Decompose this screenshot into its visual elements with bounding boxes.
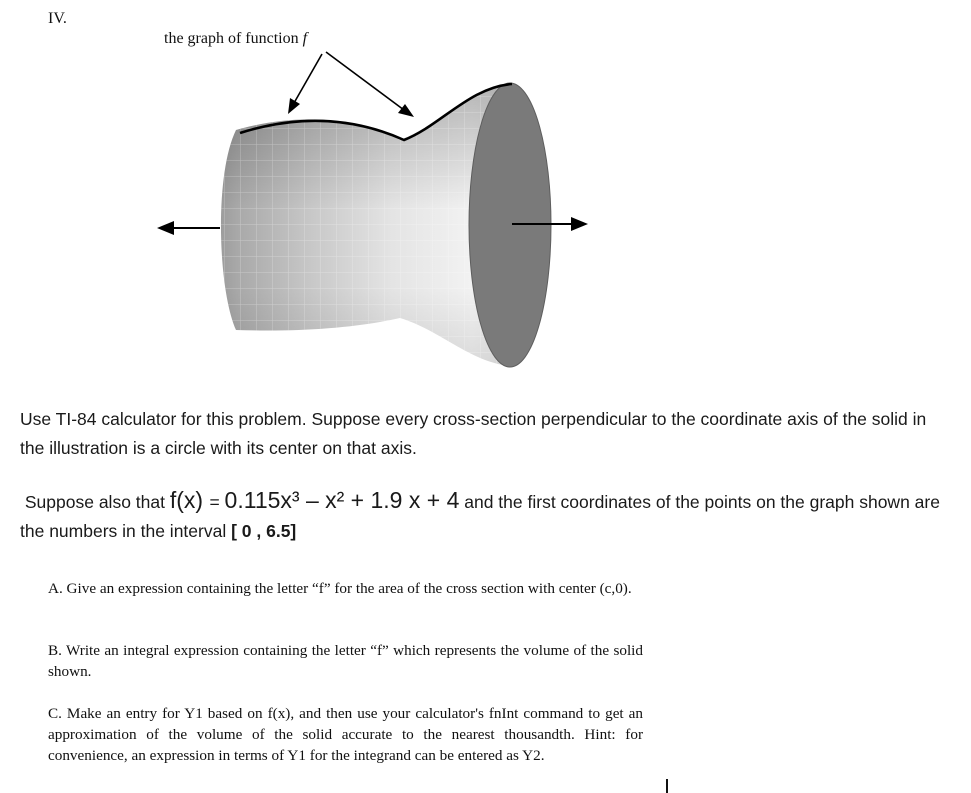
question-a: A. Give an expression containing the letter “f” for the area of the cross section with center (c,0).: [48, 580, 632, 597]
function-fx: f(x): [169, 487, 210, 513]
function-definition: [20, 486, 955, 546]
function-interval: [ 0 , 6.5]: [231, 521, 297, 541]
function-polynomial: 0.115x³ – x² + 1.9 x + 4: [224, 487, 460, 513]
graph-label-var: f: [302, 30, 308, 47]
pointer-arrow-right: [326, 52, 404, 110]
graph-label-text: the graph of function: [164, 30, 303, 47]
function-mid: and the first coordinates of the points on the graph shown are the numbers in the interval: [20, 492, 940, 541]
section-number: IV.: [48, 10, 67, 27]
function-eq: =: [209, 492, 225, 512]
text-cursor: [666, 779, 668, 793]
question-b: B. Write an integral expression containing the letter “f” which represents the volume of the solid shown.: [48, 642, 643, 680]
problem-intro: Use TI-84 calculator for this problem. Suppose every cross-section perpendicular to the coordinate axis of the solid in the illustration is a circle with its center on that axis.: [20, 409, 927, 458]
axis-right-arrowhead: [571, 217, 588, 231]
pointer-arrow-left: [294, 54, 322, 103]
axis-left-arrowhead: [157, 221, 174, 235]
question-c: C. Make an entry for Y1 based on f(x), and then use your calculator's fnInt command to get an approximation of the volume of the solid accurate to the nearest thousandth. Hint: for convenience, an expression in terms of Y1 for the integrand can be entered as Y2.: [48, 705, 643, 764]
function-lead: Suppose also that: [24, 492, 170, 512]
